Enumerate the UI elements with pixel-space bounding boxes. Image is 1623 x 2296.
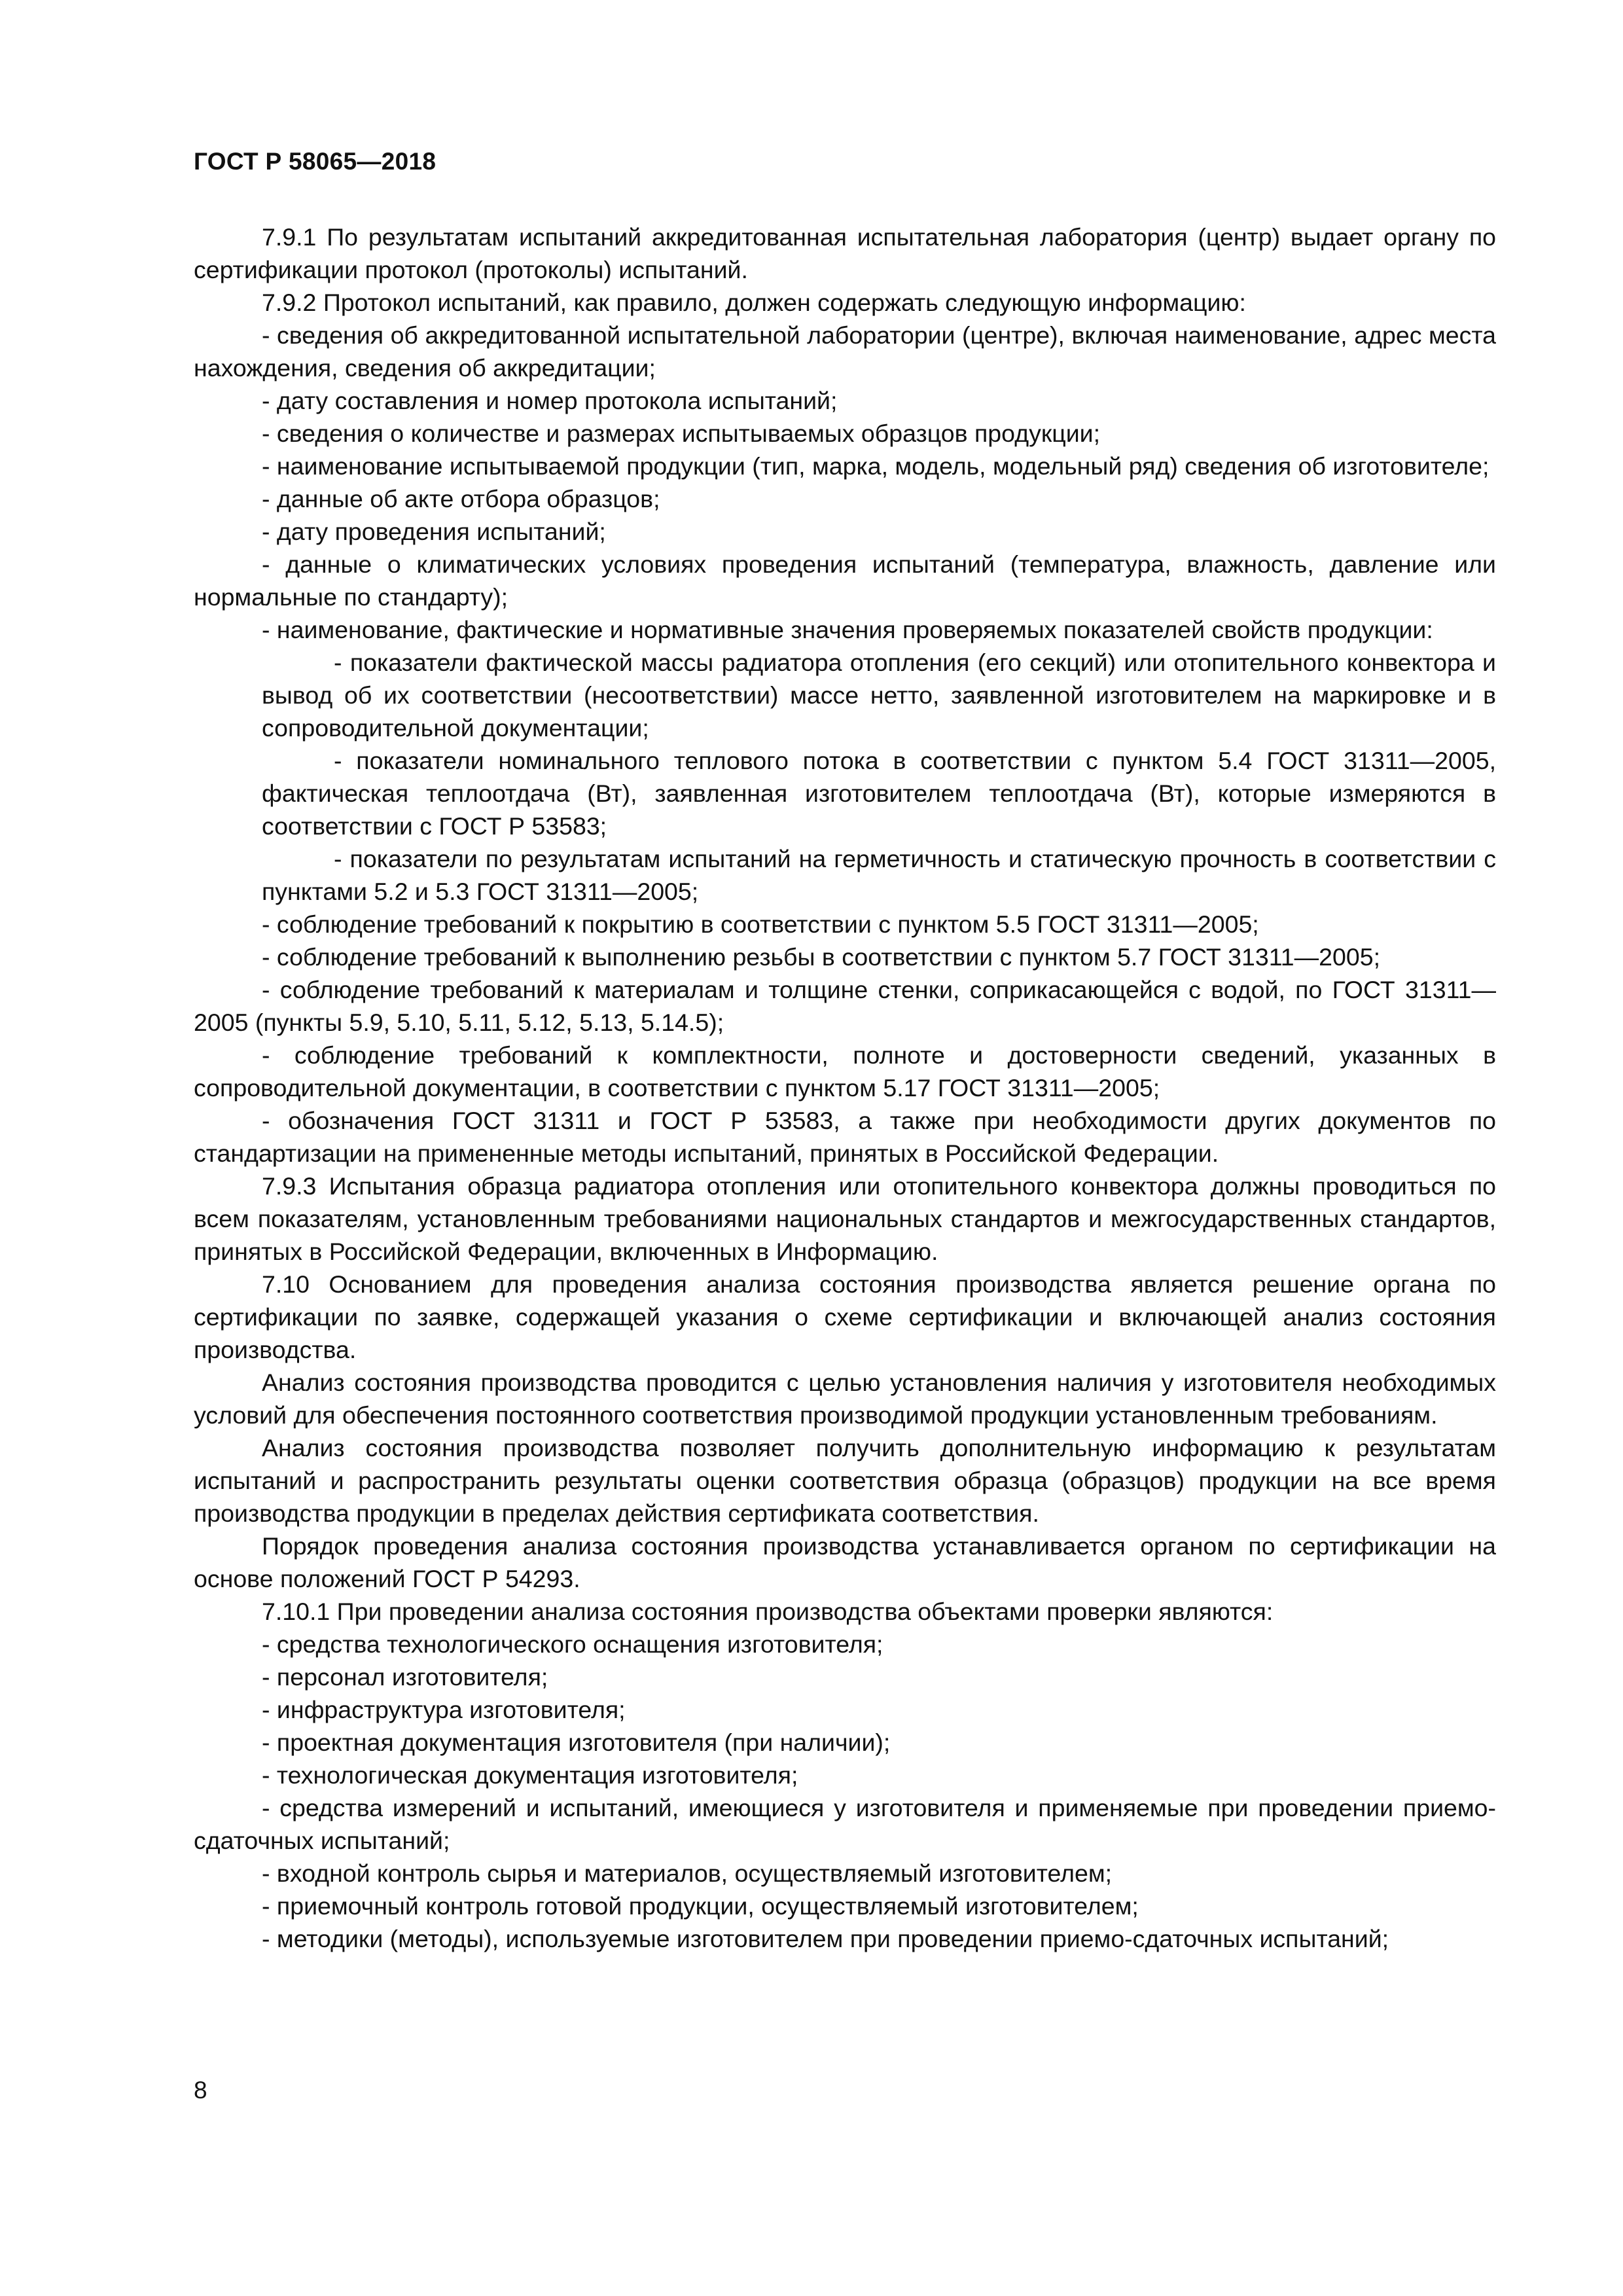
paragraph-7-10: 7.10 Основанием для проведения анализа состояния производства является решение органа по сертификации по заявке, содержащей указания о схеме сертификации и включающей анализ состояния производства. (194, 1270, 1496, 1363)
list-item: - сведения о количестве и размерах испытываемых образцов продукции; (262, 420, 1101, 447)
list-item: - входной контроль сырья и материалов, осуществляемый изготовителем; (262, 1859, 1113, 1887)
list-item: - наименование испытываемой продукции (тип, марка, модель, модельный ряд) сведения об изготовителе; (262, 452, 1489, 480)
page-number: 8 (194, 2077, 207, 2104)
document-body (194, 221, 1496, 1955)
list-item: - соблюдение требований к выполнению резьбы в соответствии с пунктом 5.7 ГОСТ 31311—2005; (262, 943, 1380, 971)
list-item: - обозначения ГОСТ 31311 и ГОСТ Р 53583, а также при необходимости других документов по стандартизации на примененные методы испытаний, принятых в Российской Федерации. (194, 1107, 1496, 1167)
paragraph-7-9-1: 7.9.1 По результатам испытаний аккредитованная испытательная лаборатория (центр) выдает органу по сертификации протокол (протоколы) испытаний. (194, 223, 1496, 283)
list-item: - соблюдение требований к комплектности, полноте и достоверности сведений, указанных в сопроводительной документации, в соответствии с пунктом 5.17 ГОСТ 31311—2005; (194, 1041, 1496, 1102)
sub-list-item: - показатели по результатам испытаний на герметичность и статическую прочность в соответствии с пунктами 5.2 и 5.3 ГОСТ 31311—2005; (262, 845, 1496, 905)
list-item: - дату составления и номер протокола испытаний; (262, 387, 838, 414)
paragraph-7-10-1: 7.10.1 При проведении анализа состояния производства объектами проверки являются: (262, 1598, 1274, 1625)
sub-list-item: - показатели номинального теплового потока в соответствии с пунктом 5.4 ГОСТ 31311—2005, фактическая теплоотдача (Вт), заявленная изготовителем теплоотдача (Вт), которые измеряются в соответствии с ГОСТ Р 53583; (262, 747, 1496, 840)
list-item: - дату проведения испытаний; (262, 518, 606, 545)
document-header: ГОСТ Р 58065—2018 (194, 148, 437, 175)
list-item: - персонал изготовителя; (262, 1663, 548, 1691)
list-item: - соблюдение требований к покрытию в соответствии с пунктом 5.5 ГОСТ 31311—2005; (262, 910, 1259, 938)
list-item: - средства технологического оснащения изготовителя; (262, 1630, 883, 1658)
paragraph: Анализ состояния производства позволяет получить дополнительную информацию к результатам испытаний и распространить результаты оценки соответствия образца (образцов) продукции на все время производства продукции в пределах действия сертификата соответствия. (194, 1434, 1496, 1527)
paragraph-7-9-2: 7.9.2 Протокол испытаний, как правило, должен содержать следующую информацию: (262, 289, 1246, 316)
list-item: - приемочный контроль готовой продукции, осуществляемый изготовителем; (262, 1892, 1139, 1920)
list-item: - соблюдение требований к материалам и толщине стенки, соприкасающейся с водой, по ГОСТ 31311—2005 (пункты 5.9, 5.10, 5.11, 5.12, 5.13, 5.14.5); (194, 976, 1496, 1036)
list-item: - сведения об аккредитованной испытательной лаборатории (центре), включая наименование, адрес места нахождения, сведения об аккредитации; (194, 321, 1496, 382)
list-item: - инфраструктура изготовителя; (262, 1696, 626, 1723)
list-item: - данные об акте отбора образцов; (262, 485, 660, 512)
list-item: - технологическая документация изготовителя; (262, 1761, 798, 1789)
paragraph: Анализ состояния производства проводится с целью установления наличия у изготовителя необходимых условий для обеспечения постоянного соответствия производимой продукции установленным требованиям. (194, 1369, 1496, 1429)
list-item: - проектная документация изготовителя (при наличии); (262, 1729, 891, 1756)
list-item: - средства измерений и испытаний, имеющиеся у изготовителя и применяемые при проведении приемо-сдаточных испытаний; (194, 1794, 1496, 1854)
paragraph: Порядок проведения анализа состояния производства устанавливается органом по сертификации на основе положений ГОСТ Р 54293. (194, 1532, 1496, 1592)
paragraph-7-9-3: 7.9.3 Испытания образца радиатора отопления или отопительного конвектора должны проводиться по всем показателям, установленным требованиями национальных стандартов и межгосударственных стандартов, принятых в Российской Федерации, включенных в Информацию. (194, 1172, 1496, 1265)
sub-list-item: - показатели фактической массы радиатора отопления (его секций) или отопительного конвектора и вывод об их соответствии (несоответствии) массе нетто, заявленной изготовителем на маркировке и в сопроводительной документации; (262, 649, 1496, 742)
list-item: - методики (методы), используемые изготовителем при проведении приемо-сдаточных испытаний; (262, 1925, 1389, 1952)
list-item: - данные о климатических условиях проведения испытаний (температура, влажность, давление или нормальные по стандарту); (194, 550, 1496, 611)
list-item: - наименование, фактические и нормативные значения проверяемых показателей свойств продукции: (262, 616, 1433, 643)
